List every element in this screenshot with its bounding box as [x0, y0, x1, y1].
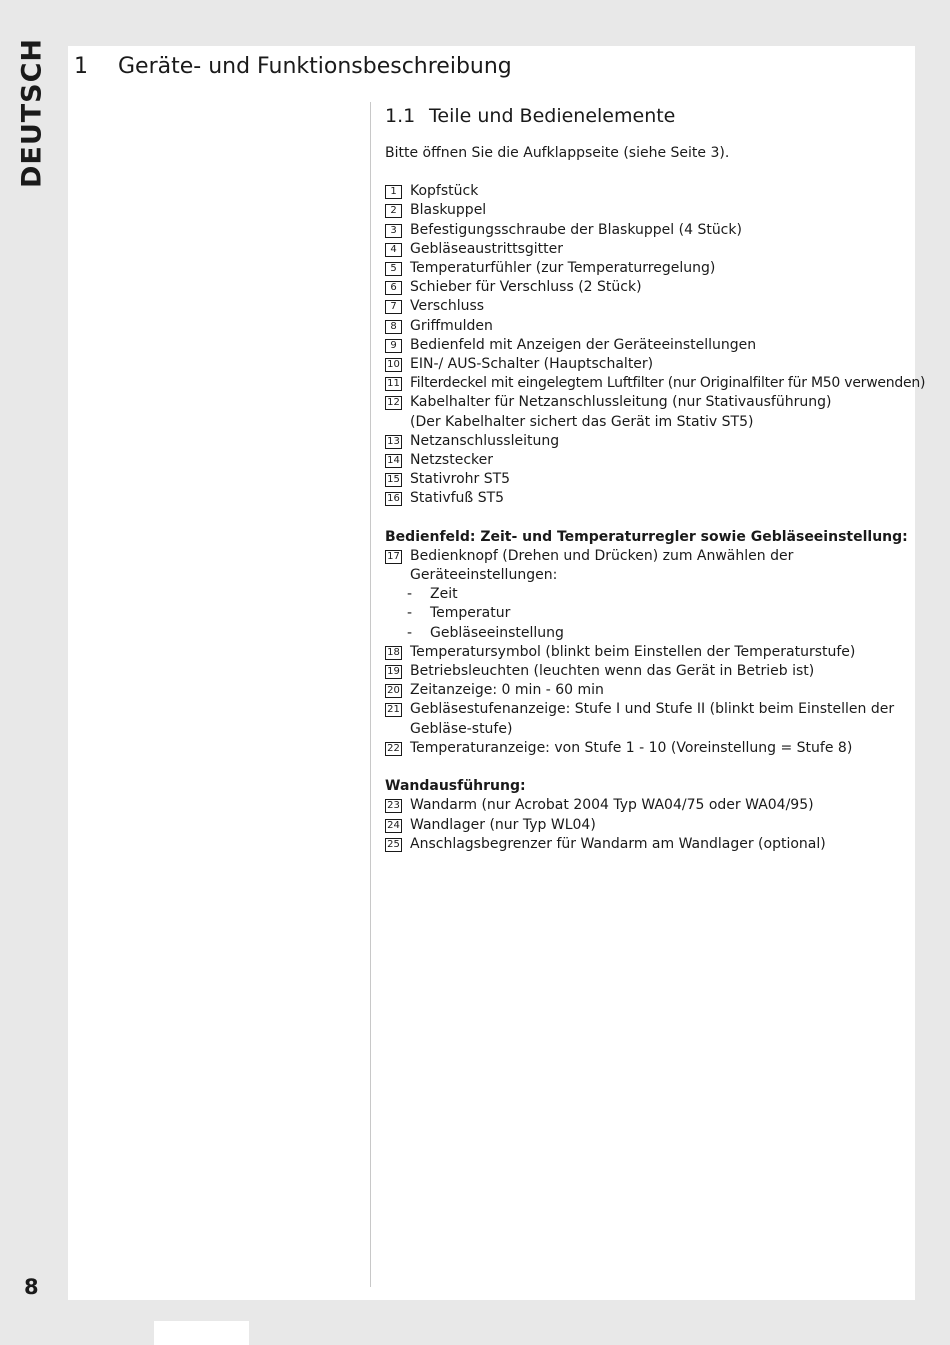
control-panel-heading: Bedienfeld: Zeit- und Temperaturregler sowie Gebläseeinstellung: [385, 528, 908, 545]
list-item [385, 374, 926, 393]
control-panel-list [385, 547, 910, 758]
item-text: Temperaturfühler (zur Temperaturregelung) [410, 260, 716, 277]
item-text: Kabelhalter für Netzanschlussleitung (nur Stativausführung) [410, 394, 832, 411]
list-item [385, 470, 910, 489]
list-item [385, 355, 910, 374]
chapter-title: Geräte- und Funktionsbeschreibung [118, 54, 512, 79]
column-divider [370, 102, 371, 1287]
sub-item-text: Temperatur [430, 605, 511, 622]
item-text: Zeitanzeige: 0 min - 60 min [410, 682, 604, 699]
item-number-badge: 5 [385, 262, 402, 276]
section-intro: Bitte öffnen Sie die Aufklappseite (siehe Seite 3). [385, 145, 730, 161]
list-item [385, 739, 910, 758]
list-item [385, 221, 910, 240]
item-text: Netzstecker [410, 452, 493, 469]
section-title: Teile und Bedienelemente [429, 105, 676, 127]
item-number-badge: 19 [385, 665, 402, 679]
item-text: Wandarm (nur Acrobat 2004 Typ WA04/75 oder WA04/95) [410, 797, 814, 814]
list-item [385, 489, 910, 508]
list-item [385, 835, 910, 854]
item-number-badge: 3 [385, 224, 402, 238]
item-text: EIN-/ AUS-Schalter (Hauptschalter) [410, 356, 654, 373]
item-text-block [410, 393, 910, 431]
item-number-badge: 20 [385, 684, 402, 698]
item-number-badge: 16 [385, 492, 402, 506]
item-number-badge: 12 [385, 396, 402, 410]
list-item [385, 336, 910, 355]
list-item [385, 816, 910, 835]
dash-bullet: - [407, 624, 413, 641]
language-label: DEUTSCH [16, 37, 48, 188]
list-item [385, 796, 910, 815]
list-item [385, 451, 910, 470]
item-text: Temperaturanzeige: von Stufe 1 - 10 (Voreinstellung = Stufe 8) [410, 739, 853, 756]
item-number-badge: 1 [385, 185, 402, 199]
item-number-badge: 4 [385, 243, 402, 257]
item-text: Gebläsestufenanzeige: Stufe I und Stufe II (blinkt beim Einstellen der Gebläse-stufe) [410, 701, 895, 737]
list-item [385, 700, 910, 738]
item-number-badge: 24 [385, 819, 402, 833]
item-text: Befestigungsschraube der Blaskuppel (4 Stück) [410, 221, 742, 238]
page-number: 8 [24, 1275, 39, 1299]
sub-item-text: Gebläseeinstellung [430, 624, 564, 641]
section-number: 1.1 [385, 105, 416, 127]
item-text: Griffmulden [410, 317, 493, 334]
sub-item-text: Zeit [430, 586, 458, 603]
item-text: Blaskuppel [410, 202, 487, 219]
chapter-heading [74, 54, 512, 79]
item-number-badge: 2 [385, 204, 402, 218]
item-number-badge: 23 [385, 799, 402, 813]
list-item [385, 259, 910, 278]
item-number-badge: 15 [385, 473, 402, 487]
item-text: Verschluss [410, 298, 485, 315]
dash-bullet: - [407, 586, 413, 603]
item-text: Temperatursymbol (blinkt beim Einstellen der Temperaturstufe) [410, 643, 856, 660]
item-number-badge: 9 [385, 339, 402, 353]
item-text: Wandlager (nur Typ WL04) [410, 816, 596, 833]
list-item [385, 240, 910, 259]
list-item [385, 432, 910, 451]
list-item [385, 643, 910, 662]
wall-version-list [385, 796, 910, 854]
item-text: Betriebsleuchten (leuchten wenn das Gerät in Betrieb ist) [410, 663, 815, 680]
item-number-badge: 13 [385, 435, 402, 449]
item-text: Bedienknopf (Drehen und Drücken) zum Anwählen der Geräteeinstellungen: [410, 547, 794, 584]
list-item [385, 681, 910, 700]
list-item [385, 297, 910, 316]
list-item [385, 201, 910, 220]
sub-list-item [385, 624, 910, 643]
sub-list-item [385, 604, 910, 623]
item-number-badge: 25 [385, 838, 402, 852]
footer-strip [154, 1321, 249, 1345]
sub-list-item [385, 585, 910, 604]
item-text: Gebläseaustrittsgitter [410, 240, 564, 257]
item-number-badge: 18 [385, 646, 402, 660]
item-number-badge: 10 [385, 358, 402, 372]
list-item [385, 547, 910, 585]
item-text: Schieber für Verschluss (2 Stück) [410, 279, 642, 296]
item-text: Stativfuß ST5 [410, 490, 505, 507]
item-number-badge: 14 [385, 454, 402, 468]
item-text: Bedienfeld mit Anzeigen der Geräteeinstellungen [410, 336, 757, 353]
item-number-badge: 11 [385, 377, 402, 391]
item-text: Netzanschlussleitung [410, 432, 560, 449]
wall-version-heading: Wandausführung: [385, 778, 526, 795]
chapter-number: 1 [74, 54, 88, 79]
item-text: Stativrohr ST5 [410, 471, 511, 488]
item-note: (Der Kabelhalter sichert das Gerät im Stativ ST5) [410, 413, 754, 430]
item-number-badge: 8 [385, 320, 402, 334]
language-tab [6, 37, 58, 188]
item-number-badge: 7 [385, 300, 402, 314]
list-item [385, 393, 910, 431]
item-number-badge: 17 [385, 550, 402, 564]
item-text: Kopfstück [410, 183, 479, 200]
item-text: Filterdeckel mit eingelegtem Luftfilter (nur Originalfilter für M50 verwenden) [410, 375, 926, 392]
item-text: Anschlagsbegrenzer für Wandarm am Wandlager (optional) [410, 835, 826, 852]
section-heading [385, 104, 910, 128]
list-item [385, 317, 910, 336]
list-item [385, 182, 910, 201]
item-number-badge: 21 [385, 703, 402, 717]
item-number-badge: 22 [385, 742, 402, 756]
item-number-badge: 6 [385, 281, 402, 295]
list-item [385, 662, 910, 681]
section-content [385, 104, 926, 854]
parts-list [385, 182, 926, 508]
page [68, 46, 926, 1300]
dash-bullet: - [407, 605, 413, 622]
list-item [385, 278, 910, 297]
